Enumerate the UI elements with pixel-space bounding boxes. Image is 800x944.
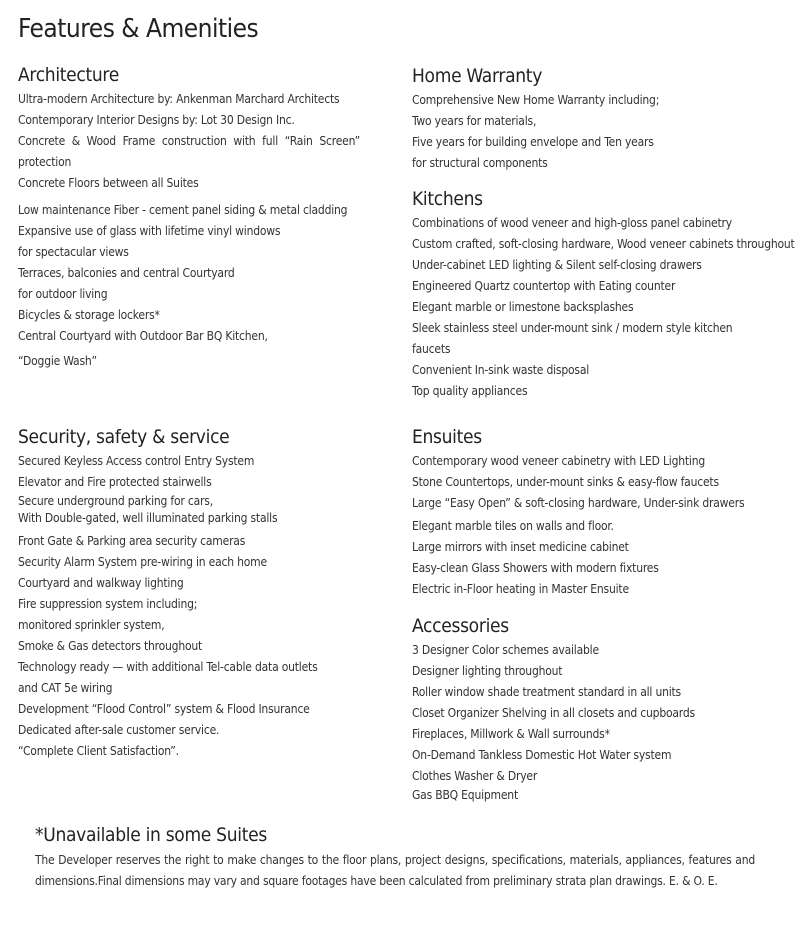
availability-note: *Unavailable in some Suites xyxy=(35,824,267,846)
list-item: Large mirrors with inset medicine cabinet xyxy=(412,540,629,554)
list-item: Convenient In-sink waste disposal xyxy=(412,363,590,377)
list-item: Roller window shade treatment standard in all units xyxy=(412,685,681,699)
list-item: Ultra-modern Architecture by: Ankenman Marchard Architects xyxy=(18,92,340,106)
list-item: Contemporary wood veneer cabinetry with LED Lighting xyxy=(412,454,706,468)
list-item: Secure underground parking for cars, xyxy=(18,494,213,508)
security-heading: Security, safety & service xyxy=(18,426,230,448)
list-item: Elegant marble tiles on walls and floor. xyxy=(412,519,614,533)
architecture-section xyxy=(18,64,388,372)
list-item: Bicycles & storage lockers* xyxy=(18,308,160,322)
list-item: Top quality appliances xyxy=(412,384,528,398)
list-item: Elegant marble or limestone backsplashes xyxy=(412,300,634,314)
list-item: Security Alarm System pre-wiring in each home xyxy=(18,555,267,569)
list-item: for spectacular views xyxy=(18,245,129,259)
ensuites-heading: Ensuites xyxy=(412,426,482,448)
warranty-section xyxy=(412,65,797,174)
disclaimer-text: The Developer reserves the right to make changes to the floor plans, project designs, specifications, materials, appliances, features and dimensions.Final dimensions may vary and square footages have been calculated from preliminary strata plan drawings. E. & O. E. xyxy=(35,853,755,888)
list-item: Clothes Washer & Dryer xyxy=(412,769,538,783)
list-item: Front Gate & Parking area security cameras xyxy=(18,534,246,548)
list-item: Electric in-Floor heating in Master Ensuite xyxy=(412,582,629,596)
list-item: Five years for building envelope and Ten years xyxy=(412,135,654,149)
kitchens-heading: Kitchens xyxy=(412,188,483,210)
list-item: Fireplaces, Millwork & Wall surrounds* xyxy=(412,727,610,741)
accessories-heading: Accessories xyxy=(412,615,509,637)
list-item: monitored sprinkler system, xyxy=(18,618,165,632)
list-item: Contemporary Interior Designs by: Lot 30 Design Inc. xyxy=(18,113,295,127)
list-item: Under-cabinet LED lighting & Silent self-closing drawers xyxy=(412,258,702,272)
list-item: Concrete & Wood Frame construction with full “Rain Screen” protection xyxy=(18,134,360,169)
list-item: Central Courtyard with Outdoor Bar BQ Kitchen, xyxy=(18,329,268,343)
page-title: Features & Amenities xyxy=(18,14,259,44)
list-item: Smoke & Gas detectors throughout xyxy=(18,639,203,653)
list-item: Courtyard and walkway lighting xyxy=(18,576,184,590)
list-item: Development “Flood Control” system & Flood Insurance xyxy=(18,702,310,716)
architecture-heading: Architecture xyxy=(18,64,119,86)
list-item: Custom crafted, soft-closing hardware, Wood veneer cabinets throughout xyxy=(412,237,795,251)
footer-section xyxy=(35,824,755,892)
list-item: Large “Easy Open” & soft-closing hardware, Under-sink drawers xyxy=(412,496,745,510)
list-item: faucets xyxy=(412,342,451,356)
list-item: Stone Countertops, under-mount sinks & easy-flow faucets xyxy=(412,475,719,489)
list-item: Low maintenance Fiber - cement panel siding & metal cladding xyxy=(18,203,348,217)
list-item: On-Demand Tankless Domestic Hot Water system xyxy=(412,748,672,762)
kitchens-section xyxy=(412,188,797,402)
list-item: Combinations of wood veneer and high-gloss panel cabinetry xyxy=(412,216,732,230)
list-item: for structural components xyxy=(412,156,548,170)
list-item: Concrete Floors between all Suites xyxy=(18,176,199,190)
list-item: Secured Keyless Access control Entry System xyxy=(18,454,255,468)
ensuites-section xyxy=(412,426,797,600)
list-item: Closet Organizer Shelving in all closets and cupboards xyxy=(412,706,695,720)
list-item: Designer lighting throughout xyxy=(412,664,563,678)
list-item: Elevator and Fire protected stairwells xyxy=(18,475,212,489)
accessories-section xyxy=(412,615,797,804)
list-item: 3 Designer Color schemes available xyxy=(412,643,599,657)
security-section xyxy=(18,426,388,762)
list-item: Terraces, balconies and central Courtyard xyxy=(18,266,235,280)
list-item: for outdoor living xyxy=(18,287,108,301)
list-item: Technology ready — with additional Tel-cable data outlets xyxy=(18,660,318,674)
list-item: “Complete Client Satisfaction”. xyxy=(18,744,179,758)
list-item: and CAT 5e wiring xyxy=(18,681,113,695)
list-item: Easy-clean Glass Showers with modern fixtures xyxy=(412,561,659,575)
list-item: Two years for materials, xyxy=(412,114,537,128)
list-item: Engineered Quartz countertop with Eating counter xyxy=(412,279,676,293)
list-item: Comprehensive New Home Warranty including; xyxy=(412,93,660,107)
list-item: “Doggie Wash” xyxy=(18,354,97,368)
list-item: Sleek stainless steel under-mount sink / modern style kitchen xyxy=(412,321,733,335)
list-item: Expansive use of glass with lifetime vinyl windows xyxy=(18,224,281,238)
list-item: Dedicated after-sale customer service. xyxy=(18,723,220,737)
list-item: Gas BBQ Equipment xyxy=(412,788,518,802)
list-item: With Double-gated, well illuminated parking stalls xyxy=(18,511,278,525)
list-item: Fire suppression system including; xyxy=(18,597,198,611)
warranty-heading: Home Warranty xyxy=(412,65,543,87)
